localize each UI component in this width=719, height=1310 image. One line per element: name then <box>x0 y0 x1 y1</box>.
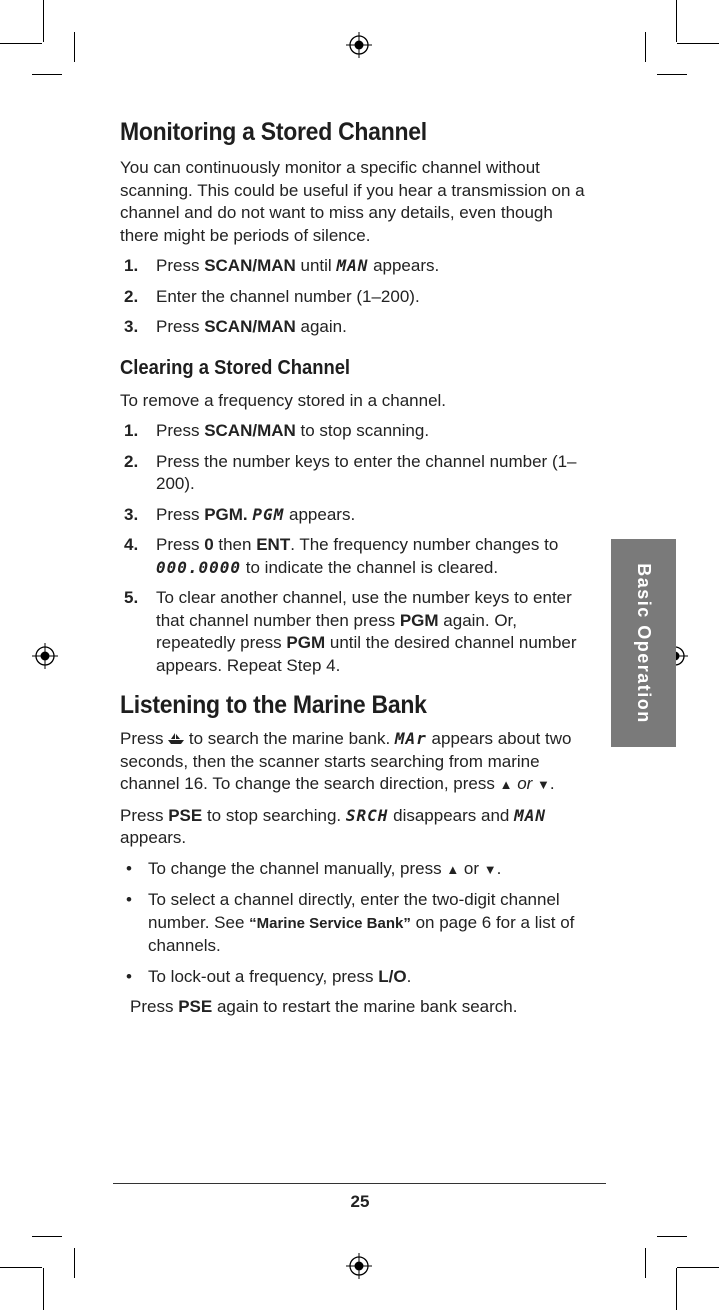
crop-mark <box>676 1268 677 1310</box>
paragraph-marine-pause: Press PSE to stop searching. SRCH disappears and MAN appears. <box>120 805 546 847</box>
up-arrow-icon: ▲ <box>446 861 460 877</box>
crop-mark <box>0 43 42 44</box>
lcd-text: MAN <box>514 805 546 825</box>
page-number: 25 <box>350 1192 370 1211</box>
list-item: 1. Press SCAN/MAN until MAN appears. <box>124 256 440 275</box>
step-list <box>120 255 590 339</box>
paragraph-marine-restart: Press PSE again to restart the marine bank search. <box>130 997 518 1016</box>
paragraph-clearing-intro: To remove a frequency stored in a channel. <box>120 390 447 410</box>
crop-mark <box>677 43 719 44</box>
step-list <box>120 420 590 677</box>
list-item: 4. Press 0 then ENT. The frequency number changes to 000.0000 to indicate the channel is cleared. <box>124 535 559 577</box>
lcd-text: MAr <box>394 729 427 748</box>
list-item: • To select a channel directly, enter the two-digit channel number. See “Marine Service Bank” on page 6 for a list of channels. <box>126 890 575 955</box>
heading-monitoring: Monitoring a Stored Channel <box>120 118 427 146</box>
crop-mark <box>676 0 677 42</box>
list-item: • To change the channel manually, press ▲ or ▼. <box>126 858 502 878</box>
crop-mark <box>74 32 75 62</box>
side-tab-label: Basic Operation <box>634 562 655 724</box>
crop-mark <box>0 1267 42 1268</box>
paragraph-monitoring-intro: You can continuously monitor a specific channel without scanning. This could be useful if you hear a transmission on a channel and do not want to miss any details, even though there might be periods of silence. <box>120 158 585 245</box>
bullet-list <box>120 858 590 989</box>
lcd-text: MAN <box>336 256 369 275</box>
lcd-text: SRCH <box>345 805 389 825</box>
list-item: 3. Press PGM. PGM appears. <box>124 504 356 524</box>
registration-mark-icon <box>346 1253 372 1279</box>
crop-mark <box>657 1236 687 1237</box>
lcd-text: PGM <box>252 504 285 524</box>
crop-mark <box>645 1248 646 1278</box>
footer-rule <box>113 1183 606 1184</box>
crop-mark <box>32 1236 62 1237</box>
crop-mark <box>677 1267 719 1268</box>
page-content <box>120 118 590 1019</box>
crop-mark <box>43 0 44 42</box>
registration-mark-icon <box>32 643 58 669</box>
cross-reference-link[interactable]: “Marine Service Bank” <box>249 914 411 932</box>
list-item: 5. To clear another channel, use the number keys to enter that channel number then press PGM again. Or, repeatedly press PGM until the desired channel number appears. Repeat Step 4. <box>124 588 577 675</box>
crop-mark <box>657 74 687 75</box>
list-item: 3. Press SCAN/MAN again. <box>124 317 347 336</box>
crop-mark <box>32 74 62 75</box>
up-arrow-icon: ▲ <box>499 777 513 792</box>
list-item: 2. Press the number keys to enter the channel number (1–200). <box>124 451 577 493</box>
list-item: 2. Enter the channel number (1–200). <box>124 286 420 306</box>
down-arrow-icon: ▼ <box>483 861 497 877</box>
registration-mark-icon <box>346 32 372 58</box>
list-item: 1. Press SCAN/MAN to stop scanning. <box>124 421 430 440</box>
paragraph-marine-search: Press to search the marine bank. MAr appears about two seconds, then the scanner starts searching from marine channel 16. To change the search direction, press ▲ or ▼. <box>120 729 572 793</box>
crop-mark <box>74 1248 75 1278</box>
down-arrow-icon: ▼ <box>537 777 550 792</box>
lcd-text: 000.0000 <box>156 557 242 577</box>
boat-icon <box>168 733 184 745</box>
list-item: • To lock-out a frequency, press L/O. <box>126 966 412 986</box>
crop-mark <box>645 32 646 62</box>
heading-clearing: Clearing a Stored Channel <box>120 356 351 379</box>
crop-mark <box>43 1268 44 1310</box>
heading-marine-bank: Listening to the Marine Bank <box>120 691 427 719</box>
section-side-tab <box>611 539 676 747</box>
